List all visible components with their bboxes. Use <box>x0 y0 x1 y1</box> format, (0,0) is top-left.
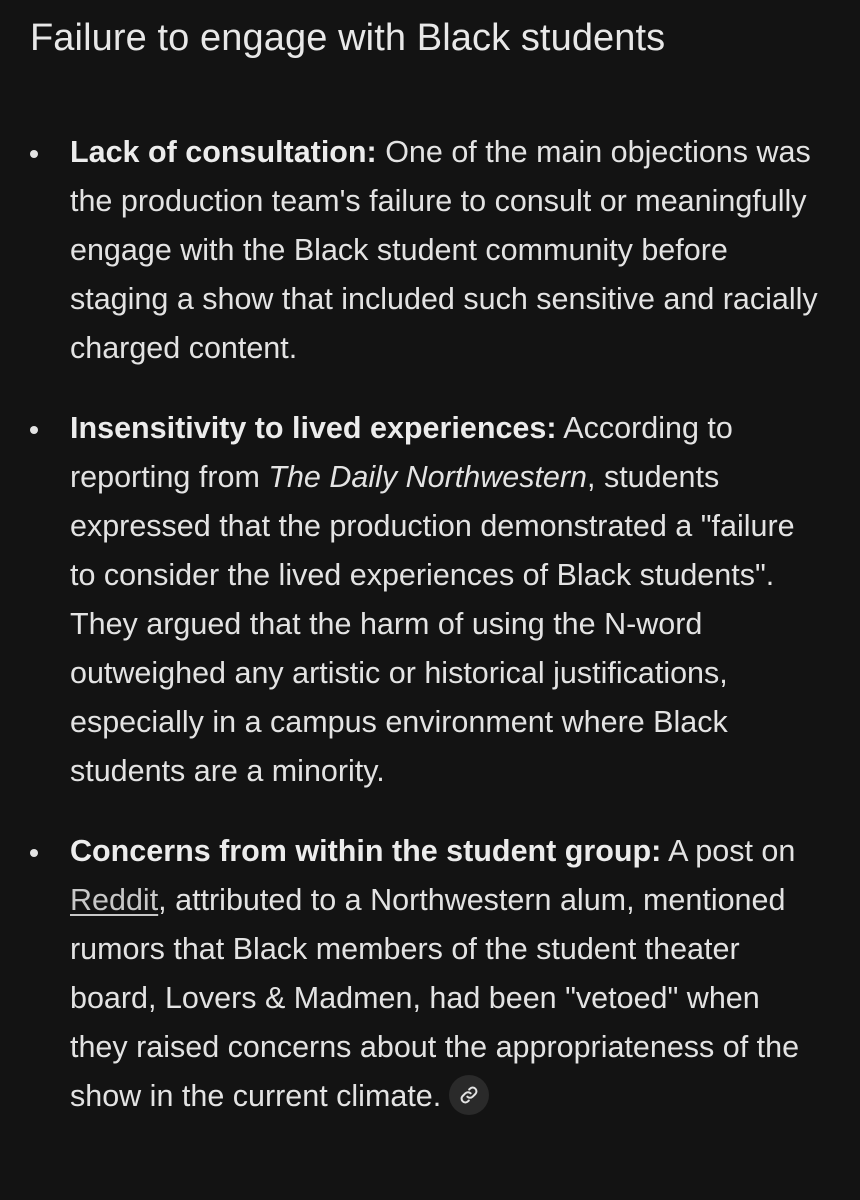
bullet-item-consultation <box>30 128 820 373</box>
bullet-text: , attributed to a Northwestern alum, mentioned rumors that Black members of the student theater board, Lovers & Madmen, had been "vetoed" when they raised concerns about the appropriateness of the show in the current climate. <box>70 883 800 1113</box>
publication-name: The Daily Northwestern <box>268 460 587 494</box>
bullet-text: , students expressed that the production demonstrated a "failure to consider the lived experiences of Black students". They argued that the harm of using the N-word outweighed any artistic or historical justifications, especially in a campus environment where Black students are a minority. <box>70 460 795 788</box>
bullet-list <box>30 128 820 1152</box>
bullet-text: A post on <box>661 834 796 868</box>
link-icon <box>459 1085 479 1105</box>
reddit-link[interactable]: Reddit <box>70 883 159 917</box>
bullet-lead: Lack of consultation: <box>70 135 377 169</box>
bullet-lead: Concerns from within the student group: <box>70 834 662 868</box>
bullet-item-insensitivity <box>30 404 820 796</box>
bullet-text: One of the main objections was the production team's failure to consult or meaningfully engage with the Black student community before staging a show that included such sensitive and racially charged content. <box>70 135 818 365</box>
source-link-button[interactable] <box>449 1075 489 1115</box>
bullet-item-concerns <box>30 827 820 1121</box>
bullet-lead: Insensitivity to lived experiences: <box>70 411 557 445</box>
section-heading: Failure to engage with Black students <box>30 17 666 59</box>
bullet-text: According to reporting from <box>70 411 733 494</box>
